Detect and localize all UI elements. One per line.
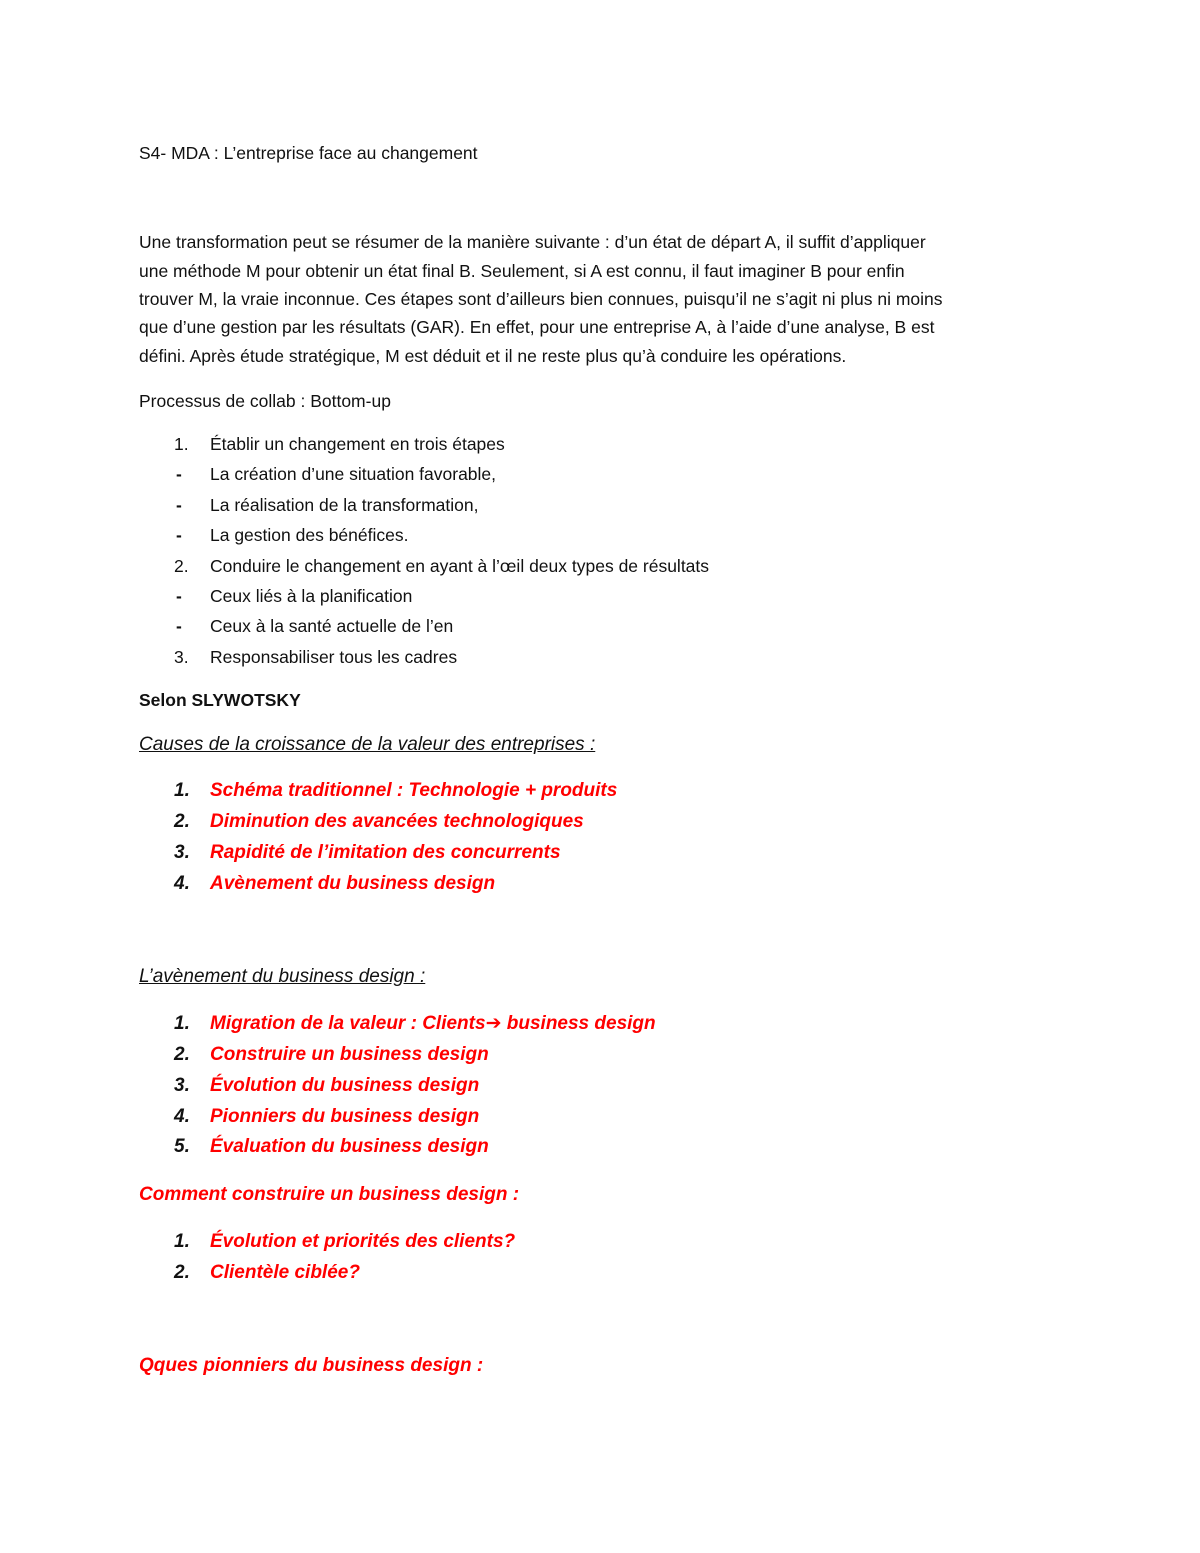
list-marker: 2. — [174, 1262, 190, 1283]
list-item: Ceux liés à la planification — [210, 586, 413, 606]
list-item: Diminution des avancées technologiques — [210, 811, 584, 832]
list-item: Évaluation du business design — [210, 1136, 489, 1157]
list-marker: 1. — [174, 1013, 190, 1034]
list-marker: 4. — [174, 873, 190, 894]
process-label: Processus de collab : Bottom-up — [139, 391, 391, 411]
list-marker: 4. — [174, 1106, 190, 1127]
list-item: La gestion des bénéfices. — [210, 525, 409, 545]
list-item: Établir un changement en trois étapes — [210, 434, 505, 454]
selon-heading: Selon SLYWOTSKY — [139, 690, 301, 710]
list-item: Ceux à la santé actuelle de l’en — [210, 616, 454, 636]
causes-heading: Causes de la croissance de la valeur des entreprises : — [139, 734, 596, 755]
list-marker: - — [176, 525, 182, 545]
list-item: Construire un business design — [210, 1044, 489, 1065]
list-marker: 2. — [174, 1044, 190, 1065]
list-marker: 2. — [174, 556, 189, 576]
list-marker: - — [176, 495, 182, 515]
list-item-text: business design — [501, 1013, 656, 1034]
list-item: Évolution du business design — [210, 1075, 480, 1096]
intro-line: une méthode M pour obtenir un état final B. Seulement, si A est connu, il faut imaginer B pour enfin — [139, 261, 905, 281]
avenement-heading: L’avènement du business design : — [139, 966, 426, 987]
intro-line: trouver M, la vraie inconnue. Ces étapes sont d’ailleurs bien connues, puisqu’il ne s’agit ni plus ni moins — [139, 289, 943, 309]
list-marker: 2. — [174, 811, 190, 832]
list-marker: - — [176, 586, 182, 606]
list-marker: 3. — [174, 842, 190, 863]
list-marker: 3. — [174, 647, 189, 667]
list-item — [210, 1013, 656, 1035]
list-item: La réalisation de la transformation, — [210, 495, 479, 515]
list-item: Évolution et priorités des clients? — [210, 1231, 516, 1252]
list-item: La création d’une situation favorable, — [210, 464, 497, 484]
document-title: S4- MDA : L’entreprise face au changement — [139, 143, 478, 163]
list-item: Rapidité de l’imitation des concurrents — [210, 842, 561, 863]
list-marker: 1. — [174, 1231, 190, 1252]
list-marker: 3. — [174, 1075, 190, 1096]
qques-heading: Qques pionniers du business design : — [139, 1355, 484, 1376]
list-item: Schéma traditionnel : Technologie + produits — [210, 780, 618, 801]
list-marker: 5. — [174, 1136, 190, 1157]
list-item: Responsabiliser tous les cadres — [210, 647, 458, 667]
list-marker: - — [176, 464, 182, 484]
list-marker: 1. — [174, 434, 189, 454]
list-marker: - — [176, 616, 182, 636]
intro-line: que d’une gestion par les résultats (GAR). En effet, pour une entreprise A, à l’aide d’une analyse, B est — [139, 317, 935, 337]
list-item-text: Migration de la valeur : Clients — [210, 1013, 486, 1034]
comment-heading: Comment construire un business design : — [139, 1184, 520, 1205]
intro-line: Une transformation peut se résumer de la manière suivante : d’un état de départ A, il suffit d’appliquer — [139, 232, 926, 252]
list-item: Pionniers du business design — [210, 1106, 480, 1127]
list-item: Clientèle ciblée? — [210, 1262, 360, 1283]
list-item: Conduire le changement en ayant à l’œil deux types de résultats — [210, 556, 710, 576]
arrow-right-icon: ➔ — [485, 1013, 502, 1034]
list-item: Avènement du business design — [210, 873, 496, 894]
intro-line: défini. Après étude stratégique, M est déduit et il ne reste plus qu’à conduire les opérations. — [139, 346, 847, 366]
list-marker: 1. — [174, 780, 190, 801]
